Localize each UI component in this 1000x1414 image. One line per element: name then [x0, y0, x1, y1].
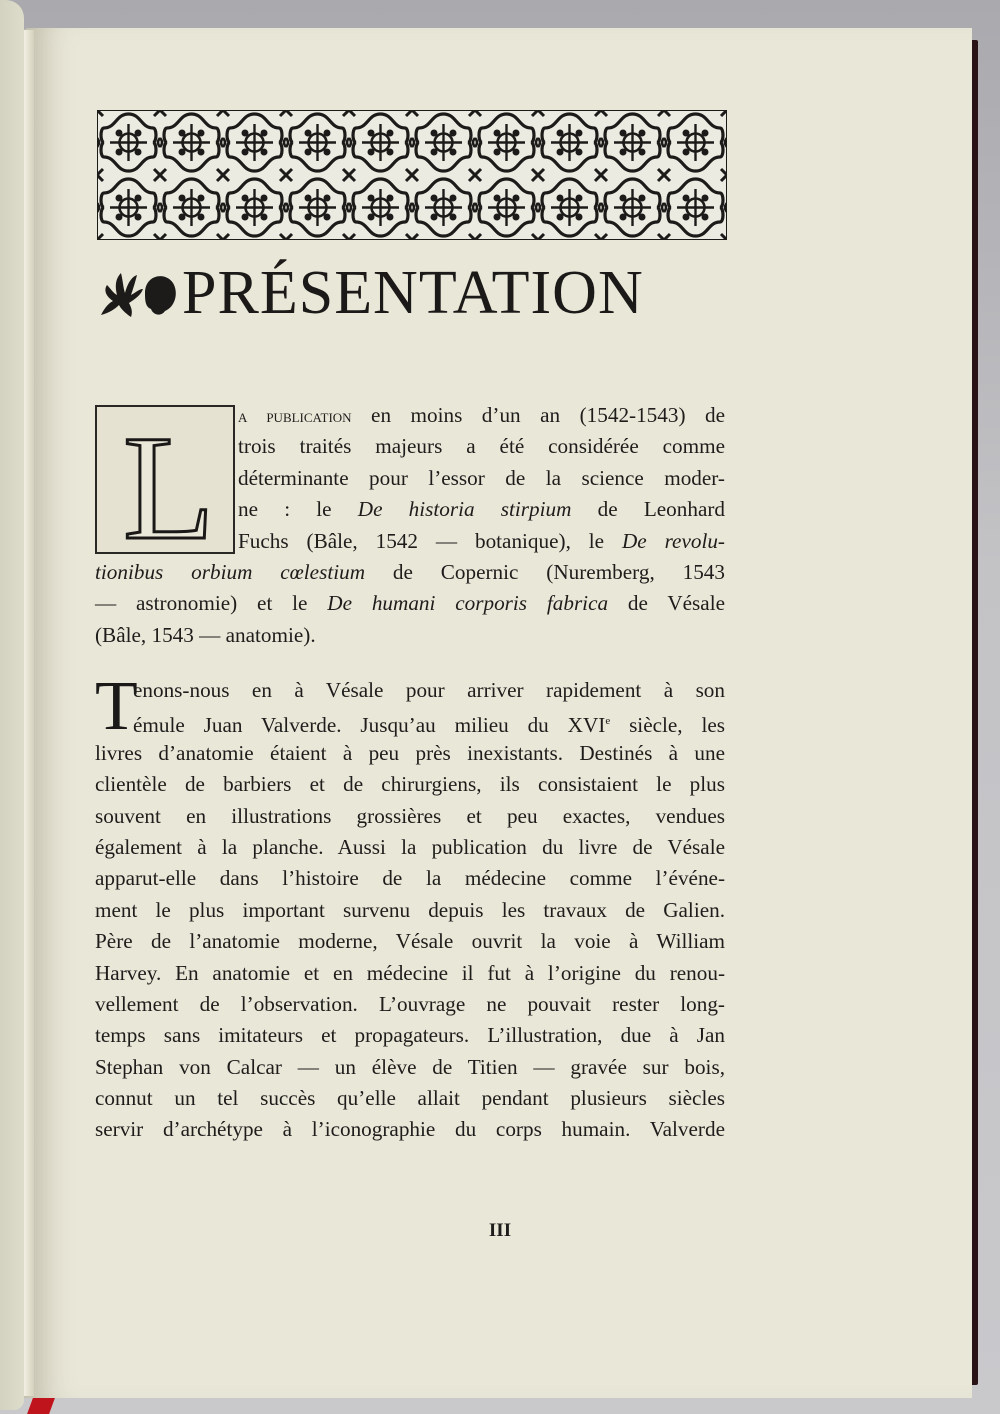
- text-line: (Bâle, 1543 — anatomie).: [95, 622, 316, 647]
- page-title: PRÉSENTATION: [182, 259, 644, 327]
- text-line: Père de l’anatomie moderne, Vésale ouvrit la voie à William: [95, 929, 725, 954]
- text-line: [95, 588, 725, 619]
- text-line: apparut-elle dans l’histoire de la médecine comme l’événe-: [95, 866, 725, 891]
- text-line: Stephan von Calcar — un élève de Titien — gravée sur bois,: [95, 1054, 725, 1079]
- facing-page-edge: [0, 0, 24, 1410]
- text-line: clientèle de barbiers et de chirurgiens, ils consistaient le plus: [95, 772, 725, 797]
- text-fragment: de Leonhard: [571, 497, 726, 522]
- text-line: temps sans imitateurs et propagateurs. L’illustration, due à Jan: [95, 1023, 725, 1048]
- text-fragment: en moins d’un an (1542-1543) de: [351, 403, 726, 427]
- text-line: livres d’anatomie étaient à peu près inexistants. Destinés à une: [95, 740, 725, 765]
- italic-title: De humani corporis fabrica: [327, 591, 609, 616]
- page-number: III: [488, 1220, 512, 1241]
- paragraph-1: [95, 400, 725, 651]
- text-fragment: de Copernic (Nuremberg, 1543: [365, 559, 725, 584]
- italic-title: tionibus orbium cœlestium: [95, 559, 365, 584]
- text-line: [95, 706, 725, 737]
- ornamental-banner: [97, 110, 727, 240]
- paragraph-2: [95, 675, 725, 1146]
- smallcaps-lead: a publication: [238, 406, 352, 427]
- superscript: e: [605, 715, 611, 728]
- text-line: vellement de l’observation. L’ouvrage ne pouvait rester long-: [95, 991, 725, 1016]
- dropcap-t: T: [95, 668, 138, 745]
- text-line: ment le plus important survenu depuis les travaux de Galien.: [95, 897, 725, 922]
- text-line: déterminante pour l’essor de la science moder-: [238, 465, 725, 490]
- title-row: [95, 258, 735, 328]
- text-line: également à la planche. Aussi la publication du livre de Vésale: [95, 834, 725, 859]
- text-line: enons-nous en à Vésale pour arriver rapidement à son: [133, 678, 725, 702]
- text-line: servir d’archétype à l’iconographie du corps humain. Valverde: [95, 1117, 725, 1142]
- text-line: souvent en illustrations grossières et peu exactes, vendues: [95, 803, 725, 828]
- text-fragment: ne : le: [238, 497, 358, 522]
- text-fragment: Fuchs (Bâle, 1542 — botanique), le: [238, 528, 622, 553]
- text-fragment: — astronomie) et le: [95, 591, 328, 616]
- text-line: [95, 400, 725, 431]
- text-fragment: émule Juan Valverde. Jusqu’au milieu du XVI: [133, 713, 606, 738]
- text-line: [95, 557, 725, 588]
- text-line: [95, 526, 725, 557]
- fleuron-icon: [95, 263, 180, 323]
- dropcap-letter: L: [123, 405, 215, 571]
- italic-title: De historia stirpium: [357, 497, 572, 522]
- text-fragment: siècle, les: [610, 713, 725, 738]
- page-gutter: [24, 30, 34, 1396]
- italic-title: De revolu-: [621, 528, 725, 553]
- text-fragment: de Vésale: [608, 591, 726, 616]
- text-line: Harvey. En anatomie et en médecine il fut à l’origine du renou-: [95, 960, 725, 985]
- arabesque-pattern-icon: [97, 110, 727, 240]
- text-line: [95, 494, 725, 525]
- text-line: connut un tel succès qu’elle allait pendant plusieurs siècles: [95, 1086, 725, 1111]
- text-line: trois traités majeurs a été considérée comme: [238, 434, 725, 459]
